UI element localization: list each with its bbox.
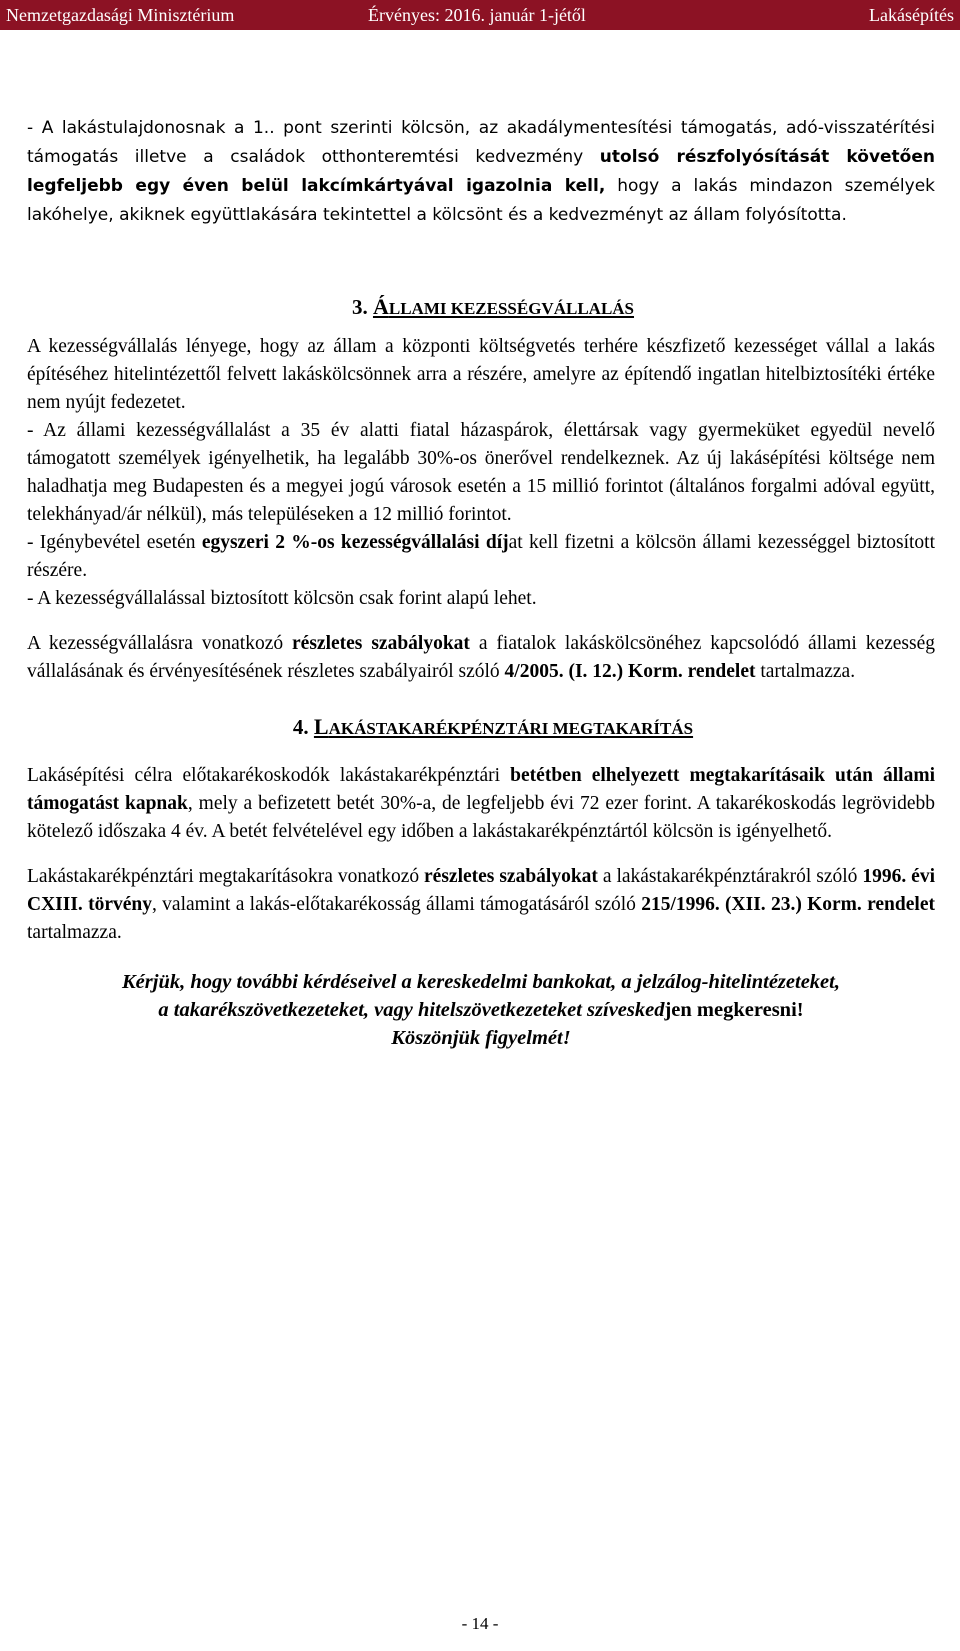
closing-line-2: a takarékszövetkezeteket, vagy hitelszövetkezeteket szíveskedjen megkeresni! bbox=[158, 999, 804, 1021]
section-3-para-2: A kezességvállalásra vonatkozó részletes szabályokat a fiatalok lakáskölcsönéhez kapcsolódó állami kezesség vállalásának és érvényesítésének részletes szabályairól szóló 4/2005. (I. 12.) Korm. rendelet tartalmazza. bbox=[27, 633, 935, 682]
closing-message bbox=[27, 968, 935, 1052]
header-topic: Lakásépítés bbox=[869, 5, 954, 25]
intro-bold: utolsó részfolyósítását követően legfeljebb egy éven belül lakcímkártyával igazolnia kell, bbox=[27, 147, 935, 196]
section-4-number: 4. bbox=[292, 715, 309, 739]
page-header bbox=[0, 0, 960, 30]
section-3-bullet-3: - A kezességvállalással biztosított kölcsön csak forint alapú lehet. bbox=[27, 588, 537, 609]
intro-text-2: hogy a lakás mindazon személyek lakóhelye, akiknek együttlakására tekintettel a kölcsönt és a kedvezményt az állam folyósította. bbox=[27, 176, 936, 225]
section-3-number: 3. bbox=[351, 295, 368, 319]
section-3-bullet-1: - Az állami kezességvállalást a 35 év alatti fiatal házaspárok, élettársak vagy gyermeküket egyedül nevelő támogatott személyek igényelhetik, ha legalább 30%-os önerővel rendelkeznek. Az új lakásépítési költsége nem haladhatja meg Budapesten és a megyei jogú városok esetén a 15 millió forintot (általános forgalmi adóval együtt, telekhányad/ár nélkül), más településeken a 12 millió forintot. bbox=[27, 420, 935, 525]
page-number: - 14 - bbox=[461, 1614, 499, 1633]
section-4-para-2: Lakástakarékpénztári megtakarításokra vonatkozó részletes szabályokat a lakástakarékpénztárakról szóló 1996. évi CXIII. törvény, valamint a lakás-előtakarékosság állami támogatásáról szóló 215/1996. (XII. 23.) Korm. rendelet tartalmazza. bbox=[27, 866, 936, 943]
section-3-bullet-2: - Igénybevétel esetén egyszeri 2 %-os kezességvállalási díjat kell fizetni a kölcsön állami kezességgel biztosított részére. bbox=[27, 532, 935, 581]
section-3-para-1: A kezességvállalás lényege, hogy az állam a központi költségvetés terhére készfizető kezességet vállal a lakás építéséhez hitelintézettől felvett lakáskölcsönnek arra a részére, amelyre az építendő ingatlan hitelbiztosítéki értéke nem nyújt fedezetet. bbox=[27, 336, 935, 413]
intro-text-1: - A lakástulajdonosnak a 1.. pont szerinti kölcsön, az akadálymentesítési támogatás, adó-visszatérítési támogatás illetve a családok otthonteremtési kedvezmény bbox=[27, 118, 935, 167]
header-ministry: Nemzetgazdasági Minisztérium bbox=[6, 5, 235, 25]
closing-line-3: Köszönjük figyelmét! bbox=[391, 1027, 571, 1049]
section-3-heading bbox=[51, 294, 935, 320]
section-4-heading bbox=[51, 714, 935, 740]
document-body bbox=[27, 114, 935, 1052]
fee-bold: egyszeri 2 %-os kezességvállalási díj bbox=[201, 532, 509, 553]
decree-reference: 4/2005. (I. 12.) Korm. rendelet bbox=[504, 661, 756, 682]
section-4-para-1: Lakásépítési célra előtakarékoskodók lakástakarékpénztári betétben elhelyezett megtakarításaik után állami támogatást kapnak, mely a befizetett betét 30%-a, de legfeljebb évi 72 ezer forint. A takarékoskodás legrövidebb kötelező időszaka 4 év. A betét felvételével egy időben a lakástakarékpénztártól kölcsön is igényelhető. bbox=[27, 765, 935, 842]
section-4-title: LAKÁSTAKARÉKPÉNZTÁRI MEGTAKARÍTÁS bbox=[313, 714, 694, 739]
closing-line-1: Kérjük, hogy további kérdéseivel a kereskedelmi bankokat, a jelzálog-hitelintézeteket, bbox=[122, 971, 840, 993]
section-3-title: ÁLLAMI KEZESSÉGVÁLLALÁS bbox=[372, 294, 635, 319]
header-validity: Érvényes: 2016. január 1-jétől bbox=[368, 5, 586, 25]
intro-bullet bbox=[27, 114, 935, 230]
